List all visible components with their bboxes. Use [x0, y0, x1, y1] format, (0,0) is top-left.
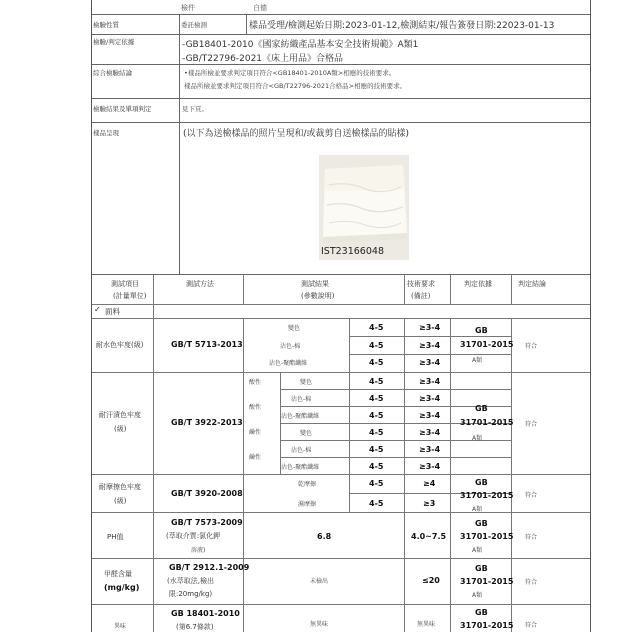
header-result-note: (參數說明) — [301, 292, 335, 300]
row-formaldehyde-method: GB/T 2912.1-2009 — [169, 563, 250, 572]
row-sweat-group: 酸性 — [249, 379, 262, 386]
row-ph-basis: GB — [475, 519, 488, 528]
row-sweat-req: ≥3-4 — [419, 394, 441, 403]
row-rub-value: 4-5 — [369, 479, 384, 488]
inspection-dates: 樣品受理/檢測起始日期:2023-01-12,檢測結束/報告簽發日期:22023-01-13 — [249, 21, 555, 31]
row-formaldehyde-unit: (mg/kg) — [104, 583, 140, 592]
row-formaldehyde-basis: GB — [475, 564, 488, 573]
row-formaldehyde-value: 未檢出 — [310, 578, 329, 585]
row-ph-value: 6.8 — [317, 532, 332, 541]
row-wash-req: ≥3-4 — [419, 358, 441, 367]
results-value: 見下頁。 — [182, 105, 208, 113]
row-wash-basis: 31701-2015 — [460, 340, 514, 349]
row-sweat-sub: 沾色-聚酯纖維 — [281, 464, 320, 471]
top-crop-left-text: 檢件 — [181, 4, 195, 12]
row-sweat-req: ≥3-4 — [419, 411, 441, 420]
row-wash-value: 4-5 — [369, 341, 384, 350]
photo-caption: (以下為送檢樣品的照片呈現和/或裁剪自送檢樣品的貼樣) — [183, 129, 410, 139]
conclusion-line-2: 樣品所檢並要求判定項目符合<GB/T22796-2021合格品>相應的技術要求。 — [184, 82, 407, 90]
header-item-unit: (計量單位) — [113, 292, 147, 300]
row-formaldehyde-conclusion: 符合 — [525, 579, 538, 586]
cropped-top-row — [91, 0, 590, 15]
info-row-type — [91, 14, 590, 35]
row-sweat-sub: 變色 — [300, 379, 313, 386]
row-sweat-sub: 變色 — [300, 430, 313, 437]
row-ph-basis: A類 — [472, 547, 483, 554]
header-conclusion: 判定結論 — [518, 280, 546, 288]
top-crop-right-text: 白德 — [253, 4, 267, 12]
row-wash-req: ≥3-4 — [419, 323, 441, 332]
row-sweat-req: ≥3-4 — [419, 428, 441, 437]
header-requirement: 技術要求 — [407, 280, 435, 288]
row-sweat-req: ≥3-4 — [419, 377, 441, 386]
row-sweat-value: 4-5 — [369, 377, 384, 386]
row-wash-sub: 沾色-棉 — [280, 343, 301, 350]
row-rub-conclusion: 符合 — [525, 492, 538, 499]
row-rub-item: 耐摩擦色牢度 — [99, 483, 141, 491]
row-wash-sub: 沾色-聚酯纖維 — [269, 360, 308, 367]
row-sweat-value: 4-5 — [369, 462, 384, 471]
row-ph-req: 4.0~7.5 — [411, 532, 447, 541]
row-wash-value: 4-5 — [369, 323, 384, 332]
row-rub-basis: A類 — [472, 506, 483, 513]
row-wash-item: 耐水色牢度(級) — [96, 341, 144, 349]
inspection-type-value: 委託檢測 — [181, 21, 207, 29]
info-row-basis — [91, 34, 590, 65]
row-wash-basis: A類 — [472, 357, 483, 364]
header-basis: 判定依據 — [464, 280, 492, 288]
row-wash-basis: GB — [475, 326, 488, 335]
info-label: 檢驗結果及單項判定 — [93, 105, 152, 113]
info-label: 樣品呈現 — [93, 129, 119, 137]
row-sweat-value: 4-5 — [369, 428, 384, 437]
basis-line-2: -GB/T22796-2021《床上用品》合格品 — [182, 54, 344, 64]
row-formaldehyde-basis: 31701-2015 — [460, 577, 514, 586]
row-sweat-item-unit: (級) — [114, 425, 127, 433]
row-wash-req: ≥3-4 — [419, 341, 441, 350]
row-ph-item: PH值 — [107, 533, 124, 541]
row-rub-basis: 31701-2015 — [460, 491, 514, 500]
row-sweat-basis: GB — [475, 404, 488, 413]
row-rub-sub: 濕摩擦 — [298, 501, 317, 508]
info-label: 檢驗/判定依據 — [93, 38, 135, 46]
row-sweat-value: 4-5 — [369, 445, 384, 454]
row-sweat-sub: 沾色-棉 — [291, 396, 312, 403]
row-rub-method: GB/T 3920-2008 — [171, 489, 243, 498]
row-sweat-group: 酸性 — [249, 404, 262, 411]
row-sweat-group: 鹼性 — [249, 454, 262, 461]
info-label: 檢驗性質 — [93, 21, 119, 29]
row-odor-value: 無異味 — [310, 621, 329, 628]
row-sweat-basis: A類 — [472, 435, 483, 442]
header-method: 測試方法 — [186, 280, 214, 288]
row-odor-method-note: (第6.7條款) — [176, 623, 214, 631]
row-odor-conclusion: 符合 — [525, 622, 538, 629]
row-ph-method: GB/T 7573-2009 — [171, 518, 243, 527]
row-odor-item: 異味 — [114, 623, 127, 630]
row-wash-conclusion: 符合 — [525, 343, 538, 350]
row-rub-value: 4-5 — [369, 499, 384, 508]
row-sweat-sub: 沾色-聚酯纖維 — [281, 413, 320, 420]
sample-code: IST23166048 — [321, 246, 384, 257]
row-ph-basis: 31701-2015 — [460, 532, 514, 541]
row-odor-req: 無異味 — [417, 621, 436, 628]
row-sweat-item: 耐汗漬色牢度 — [99, 411, 141, 419]
row-wash-value: 4-5 — [369, 358, 384, 367]
row-ph-conclusion: 符合 — [525, 534, 538, 541]
row-formaldehyde-method-note: 限:20mg/kg) — [169, 590, 213, 598]
header-requirement-note: (備註) — [411, 292, 431, 300]
row-sweat-sub: 沾色-棉 — [291, 447, 312, 454]
info-row-conclusion — [91, 64, 590, 99]
info-label: 綜合檢驗結論 — [93, 69, 132, 77]
row-sweat-value: 4-5 — [369, 394, 384, 403]
table-header-row — [91, 274, 590, 305]
row-formaldehyde-item: 甲醛含量 — [104, 570, 132, 578]
header-result: 測試結果 — [301, 280, 329, 288]
row-ph-method-note: 溶液) — [191, 547, 206, 554]
row-wash-method: GB/T 5713-2013 — [171, 340, 243, 349]
row-sweat-group: 鹼性 — [249, 429, 262, 436]
row-odor-basis: GB — [475, 608, 488, 617]
row-rub-req: ≥3 — [423, 499, 436, 508]
row-rub-req: ≥4 — [423, 479, 436, 488]
section-label: 面料 — [105, 307, 120, 316]
row-ph-method-note: (萃取介質:氯化鉀 — [166, 532, 221, 540]
row-sweat-method: GB/T 3922-2013 — [171, 418, 243, 427]
row-formaldehyde-basis: A類 — [472, 592, 483, 599]
row-sweat-conclusion: 符合 — [525, 421, 538, 428]
row-sweat-req: ≥3-4 — [419, 462, 441, 471]
conclusion-line-1: •樣品所檢並要求判定項目符合<GB18401-2010A類>相應的技術要求。 — [184, 69, 396, 77]
header-item: 測試項目 — [111, 280, 139, 288]
row-formaldehyde-method-note: (水萃取法,檢出 — [167, 577, 214, 585]
row-odor-method: GB 18401-2010 — [171, 609, 240, 618]
row-sweat-basis: 31701-2015 — [460, 418, 514, 427]
row-rub-sub: 乾摩擦 — [298, 481, 317, 488]
row-odor-basis: 31701-2015 — [460, 621, 514, 630]
sample-photo — [319, 155, 409, 260]
row-sweat-req: ≥3-4 — [419, 445, 441, 454]
row-rub-basis: GB — [475, 478, 488, 487]
fabric-sample-image — [319, 155, 409, 260]
info-row-results — [91, 98, 590, 123]
row-sweat-value: 4-5 — [369, 411, 384, 420]
test-report-page — [91, 0, 590, 632]
basis-line-1: -GB18401-2010《國家紡織產品基本安全技術規範》A類1 — [182, 40, 419, 50]
row-rub-item-unit: (級) — [114, 497, 127, 505]
section-row-fabric — [91, 304, 590, 319]
row-formaldehyde-req: ≤20 — [422, 576, 440, 585]
row-wash-sub: 變色 — [288, 325, 301, 332]
check-icon: ✓ — [94, 305, 101, 314]
